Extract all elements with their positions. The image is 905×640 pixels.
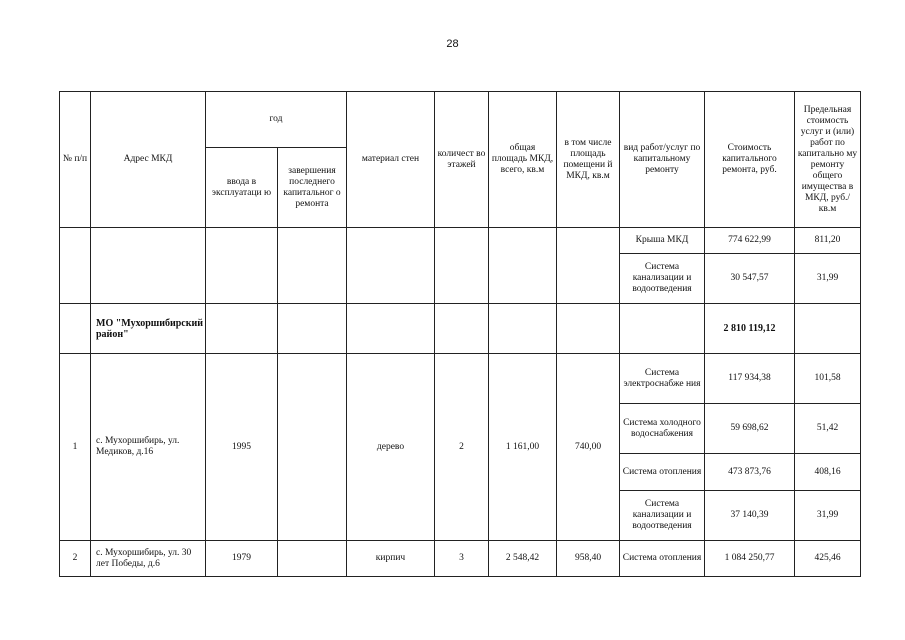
row-number: 2	[60, 541, 91, 577]
row-number: 1	[60, 354, 91, 541]
cell-empty	[91, 228, 206, 304]
header-year-commission: ввода в эксплуатаци ю	[206, 148, 278, 228]
cell-empty	[435, 228, 489, 304]
header-work-type: вид работ/услуг по капитальному ремонту	[620, 92, 705, 228]
cell-empty	[795, 304, 861, 354]
max-cost-cell: 51,42	[795, 404, 861, 454]
cost-cell: 473 873,76	[705, 454, 795, 491]
cost-cell: 117 934,38	[705, 354, 795, 404]
cell-empty	[278, 304, 347, 354]
cell-empty	[60, 228, 91, 304]
work-type-cell: Система холодного водоснабжения	[620, 404, 705, 454]
cell-empty	[60, 304, 91, 354]
cost-cell: 1 084 250,77	[705, 541, 795, 577]
header-total-area: общая площадь МКД, всего, кв.м	[489, 92, 557, 228]
wall-material: кирпич	[347, 541, 435, 577]
header-premises-area: в том числе площадь помещени й МКД, кв.м	[557, 92, 620, 228]
work-type-cell: Система отопления	[620, 454, 705, 491]
max-cost-cell: 31,99	[795, 254, 861, 304]
header-floors: количест во этажей	[435, 92, 489, 228]
wall-material: дерево	[347, 354, 435, 541]
cost-cell: 774 622,99	[705, 228, 795, 254]
cost-cell: 59 698,62	[705, 404, 795, 454]
header-address: Адрес МКД	[91, 92, 206, 228]
cell-empty	[347, 304, 435, 354]
header-max-cost: Предельная стоимость услуг и (или) работ по капитально му ремонту общего имущества в МКД, руб./кв.м	[795, 92, 861, 228]
max-cost-cell: 408,16	[795, 454, 861, 491]
cell-empty	[557, 228, 620, 304]
max-cost-cell: 425,46	[795, 541, 861, 577]
cell-empty	[557, 304, 620, 354]
cost-cell: 37 140,39	[705, 491, 795, 541]
floors: 3	[435, 541, 489, 577]
max-cost-cell: 811,20	[795, 228, 861, 254]
cell-empty	[489, 304, 557, 354]
cell-empty	[278, 541, 347, 577]
work-type-cell: Система электроснабже ния	[620, 354, 705, 404]
work-type-cell: Система отопления	[620, 541, 705, 577]
cell-empty	[347, 228, 435, 304]
cell-empty	[278, 228, 347, 304]
max-cost-cell: 31,99	[795, 491, 861, 541]
district-name: МО "Мухоршибирский район"	[91, 304, 206, 354]
header-year-last-repair: завершения последнего капитальног о ремонта	[278, 148, 347, 228]
header-num: № п/п	[60, 92, 91, 228]
cell-empty	[206, 228, 278, 304]
cell-empty	[620, 304, 705, 354]
floors: 2	[435, 354, 489, 541]
work-type-cell: Крыша МКД	[620, 228, 705, 254]
header-wall-material: материал стен	[347, 92, 435, 228]
premises-area: 740,00	[557, 354, 620, 541]
header-cost: Стоимость капитального ремонта, руб.	[705, 92, 795, 228]
premises-area: 958,40	[557, 541, 620, 577]
cost-cell: 30 547,57	[705, 254, 795, 304]
cell-empty	[489, 228, 557, 304]
work-type-cell: Система канализации и водоотведения	[620, 254, 705, 304]
house-address: с. Мухоршибирь, ул. Медиков, д.16	[91, 354, 206, 541]
year-commission: 1995	[206, 354, 278, 541]
total-area: 2 548,42	[489, 541, 557, 577]
capital-repair-table	[59, 91, 861, 577]
work-type-cell: Система канализации и водоотведения	[620, 491, 705, 541]
cell-empty	[435, 304, 489, 354]
district-total-cost: 2 810 119,12	[705, 304, 795, 354]
max-cost-cell: 101,58	[795, 354, 861, 404]
page-number: 28	[446, 38, 459, 50]
total-area: 1 161,00	[489, 354, 557, 541]
year-commission: 1979	[206, 541, 278, 577]
header-year: год	[206, 92, 347, 148]
cell-empty	[206, 304, 278, 354]
cell-empty	[278, 354, 347, 541]
house-address: с. Мухоршибирь, ул. 30 лет Победы, д.6	[91, 541, 206, 577]
